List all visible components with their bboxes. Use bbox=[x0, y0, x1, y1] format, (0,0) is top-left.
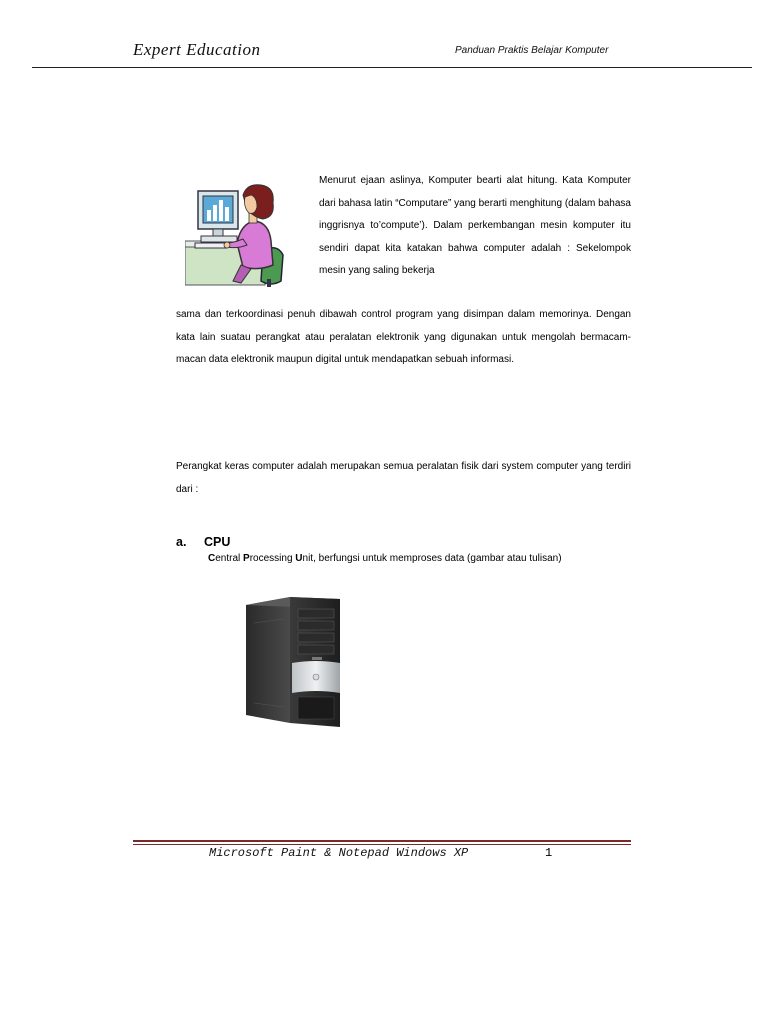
acronym-letter-c: C bbox=[208, 553, 216, 564]
hardware-paragraph bbox=[176, 456, 631, 501]
intro-text: Menurut ejaan aslinya, Komputer bearti alat hitung. Kata Komputer dari bahasa latin “Computare” yang berarti menghitung (dalam bahasa inggrisnya to’compute’). Dalam perkembangan mesin komputer itu sendiri dapat kita katakan bahwa computer adalah : Sekelompok mesin yang saling bekerja bbox=[319, 175, 631, 276]
hardware-text: Perangkat keras computer adalah merupakan semua peralatan fisik dari system computer yang terdiri dari : bbox=[176, 461, 631, 495]
footer-rule-thick bbox=[133, 840, 631, 842]
acronym-letter-p: P bbox=[243, 553, 250, 564]
header-rule bbox=[32, 67, 752, 68]
cpu-tower-image bbox=[240, 593, 352, 731]
footer-rule-thin bbox=[133, 844, 631, 845]
header-doc-title: Panduan Praktis Belajar Komputer bbox=[455, 45, 609, 56]
desc-part-2: rocessing bbox=[249, 553, 296, 564]
woman-at-computer-clipart bbox=[185, 183, 295, 288]
desc-part-1: entral bbox=[215, 553, 244, 564]
section-title: CPU bbox=[204, 535, 231, 549]
header-brand: Expert Education bbox=[133, 40, 261, 59]
section-description bbox=[208, 553, 562, 564]
intro-continuation-text: sama dan terkoordinasi penuh dibawah control program yang disimpan dalam memorinya. Dengan kata lain suatau perangkat atau peralatan elektronik yang digunakan untuk mengolah bermacam-macan data elektronik maupun digital untuk mendapatkan sebuah informasi. bbox=[176, 309, 631, 365]
footer-title: Microsoft Paint & Notepad Windows XP bbox=[209, 846, 469, 860]
intro-continuation bbox=[176, 304, 631, 372]
acronym-letter-u: U bbox=[295, 553, 303, 564]
desc-part-3: nit, berfungsi untuk memproses data (gambar atau tulisan) bbox=[302, 553, 562, 564]
intro-paragraph bbox=[319, 170, 631, 283]
section-marker: a. bbox=[176, 535, 187, 549]
page-number: 1 bbox=[545, 846, 553, 860]
